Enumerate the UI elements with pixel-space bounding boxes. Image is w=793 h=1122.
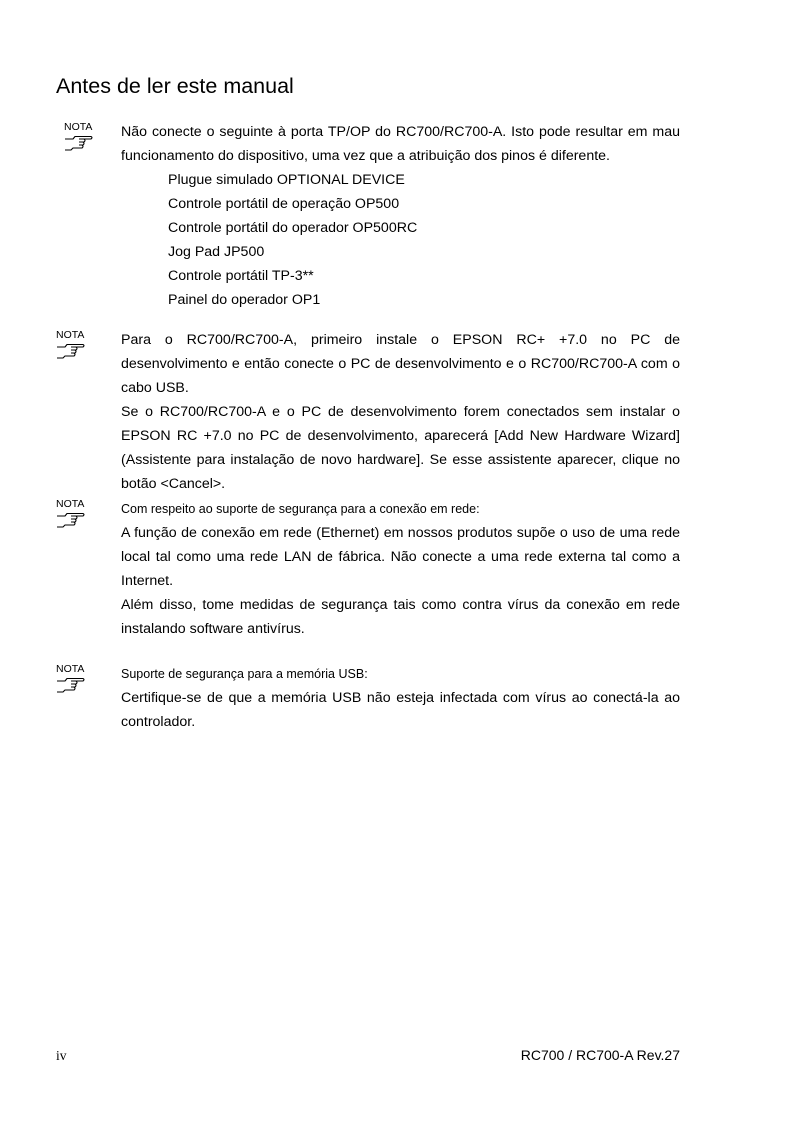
- pointing-hand-icon: [56, 343, 112, 364]
- note-paragraph: Além disso, tome medidas de segurança tais como contra vírus da conexão em rede instalando software antivírus.: [121, 597, 680, 637]
- note-label: [64, 120, 120, 156]
- page-title: Antes de ler este manual: [56, 74, 294, 98]
- document-title: RC700 / RC700-A Rev.27: [520, 1047, 680, 1063]
- note-2: [56, 328, 680, 496]
- note-paragraph: Se o RC700/RC700-A e o PC de desenvolvimento forem conectados sem instalar o EPSON RC +7.0 no PC de desenvolvimento, aparecerá [Add New Hardware Wizard] (Assistente para instalação de novo hardware]. Se esse assistente aparecer, clique no botão <Cancel>.: [121, 404, 680, 492]
- note-1: [56, 120, 680, 312]
- note-label: [56, 328, 112, 364]
- note-body: [121, 497, 680, 641]
- list-item: Controle portátil de operação OP500: [168, 196, 400, 212]
- note-label-text: NOTA: [56, 498, 85, 510]
- note-paragraph: Certifique-se de que a memória USB não esteja infectada com vírus ao conectá-la ao controlador.: [121, 690, 680, 730]
- note-paragraph: A função de conexão em rede (Ethernet) em nossos produtos supõe o uso de uma rede local tal como uma rede LAN de fábrica. Não conecte a uma rede externa tal como a Internet.: [121, 525, 680, 589]
- note-3: [56, 497, 680, 641]
- note-paragraph: Para o RC700/RC700-A, primeiro instale o EPSON RC+ +7.0 no PC de desenvolvimento e então conecte o PC de desenvolvimento e o RC700/RC700-A com o cabo USB.: [121, 332, 680, 396]
- note-label-text: NOTA: [56, 663, 85, 675]
- note-4: [56, 662, 680, 734]
- list-item: Controle portátil do operador OP500RC: [168, 220, 418, 236]
- pointing-hand-icon: [56, 677, 112, 698]
- note-body: [121, 120, 680, 312]
- list-item: Controle portátil TP-3**: [168, 268, 314, 284]
- note-label: [56, 662, 112, 698]
- note-body: [121, 662, 680, 734]
- list-item: Plugue simulado OPTIONAL DEVICE: [168, 172, 405, 188]
- note-intro: Com respeito ao suporte de segurança para a conexão em rede:: [121, 502, 480, 516]
- note-label: [56, 497, 112, 533]
- note-body: [121, 328, 680, 496]
- note-label-text: NOTA: [56, 329, 85, 341]
- page-number: iv: [56, 1048, 67, 1063]
- note-label-text: NOTA: [64, 121, 93, 133]
- list-item: Painel do operador OP1: [168, 292, 321, 308]
- note-intro: Suporte de segurança para a memória USB:: [121, 667, 368, 681]
- pointing-hand-icon: [64, 135, 120, 156]
- pointing-hand-icon: [56, 512, 112, 533]
- list-item: Jog Pad JP500: [168, 244, 265, 260]
- note-paragraph: Não conecte o seguinte à porta TP/OP do RC700/RC700-A. Isto pode resultar em mau funcionamento do dispositivo, uma vez que a atribuição dos pinos é diferente.: [121, 124, 680, 164]
